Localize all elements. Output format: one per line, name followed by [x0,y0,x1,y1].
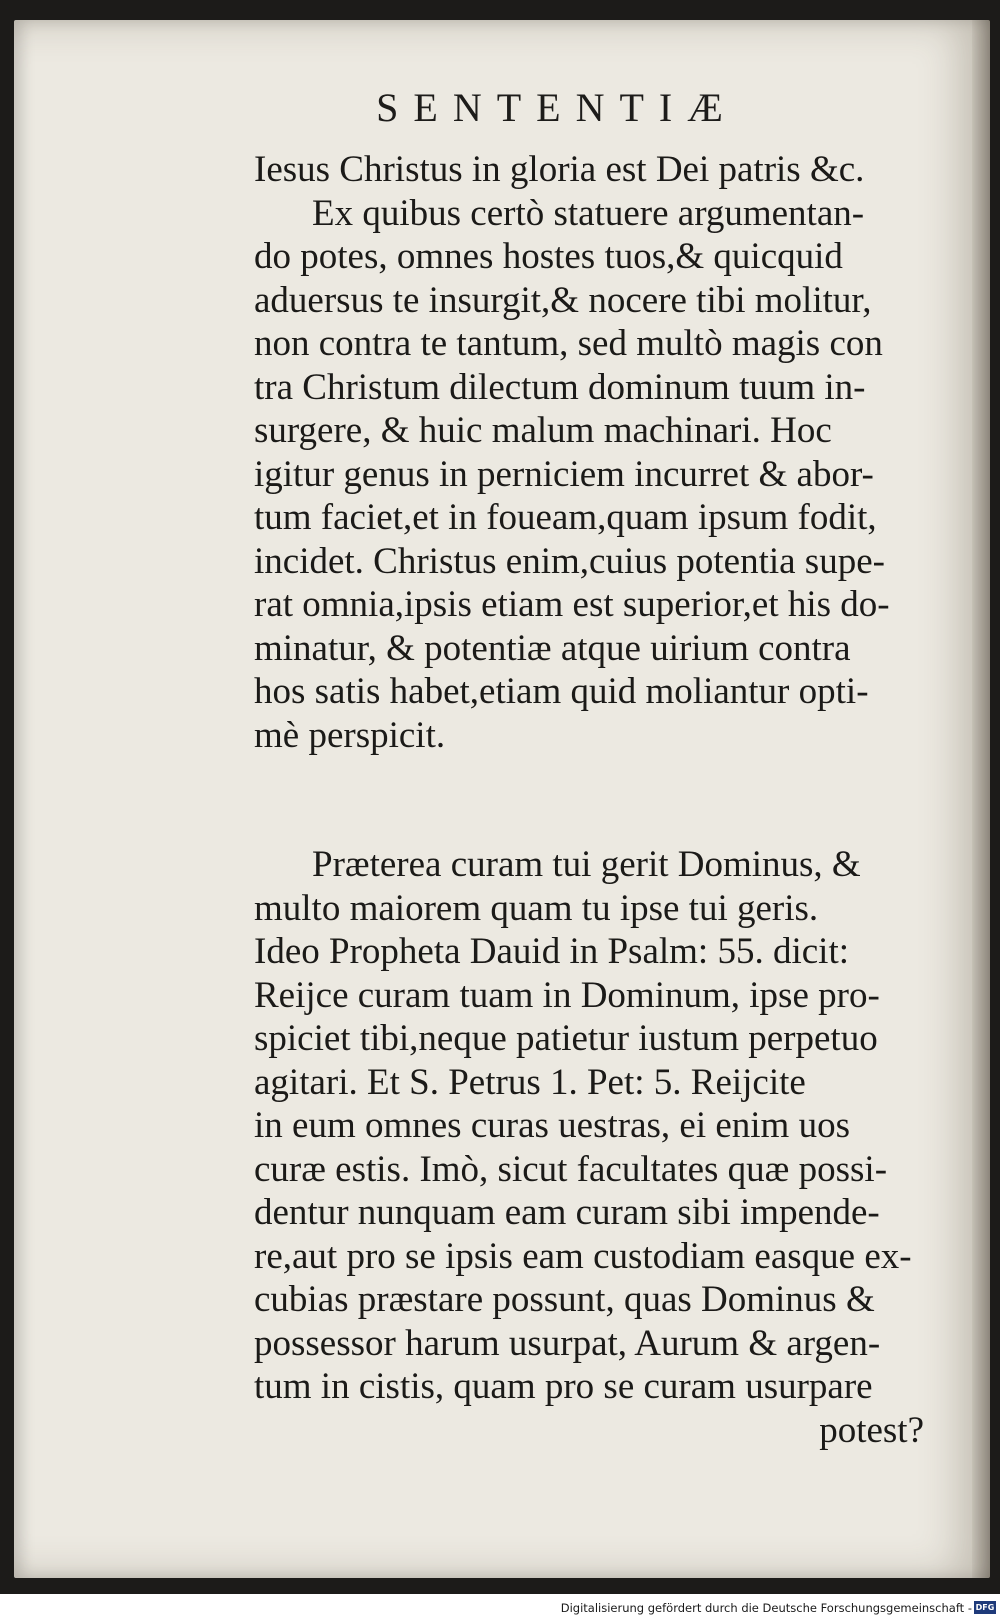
text-line: tra Christum dilectum dominum tuum in- [254,366,866,408]
text-line: mè perspicit. [254,714,446,756]
text-line: dentur nunquam eam curam sibi impende- [254,1192,880,1233]
text-line: hos satis habet,etiam quid moliantur opti- [254,671,869,712]
text-line: do potes, omnes hostes tuos,& quicquid [254,236,843,277]
text-line: Reijce curam tuam in Dominum, ipse pro- [254,974,880,1016]
funding-notice: Digitalisierung gefördert durch die Deutsche Forschungsgemeinschaft - [560,1601,972,1615]
text-line: spiciet tibi,neque patietur iustum perpetuo [254,1018,878,1059]
text-line: cubias præstare possunt, quas Dominus & [254,1279,875,1320]
page-edge-shadow [972,20,990,1578]
text-line: aduersus te insurgit,& nocere tibi molitur, [254,279,872,321]
text-line: tum in cistis, quam pro se curam usurpare [254,1366,873,1407]
running-head: SENTENTIÆ [376,85,738,130]
paragraph-gap [254,757,934,843]
text-line: possessor harum usurpat, Aurum & argen- [254,1322,881,1364]
book-page [14,20,990,1578]
text-line: non contra te tantum, sed multò magis con [254,323,883,364]
catchword: potest? [819,1409,924,1451]
text-line: surgere, & huic malum machinari. Hoc [254,410,832,451]
text-line: rat omnia,ipsis etiam est superior,et his do- [254,584,890,625]
text-block [254,148,934,1452]
text-line: Ex quibus certò statuere argumentan- [312,192,865,234]
footer-bar [0,1594,1000,1620]
text-line: curæ estis. Imò, sicut facultates quæ possi- [254,1148,888,1190]
text-line: Ideo Propheta Dauid in Psalm: 55. dicit: [254,931,849,972]
text-line: re,aut pro se ipsis eam custodiam easque ex- [254,1235,912,1277]
text-line: Iesus Christus in gloria est Dei patris &c. [254,149,865,190]
text-line: incidet. Christus enim,cuius potentia supe- [254,540,885,582]
text-line: in eum omnes curas uestras, ei enim uos [254,1105,850,1146]
text-line: tum faciet,et in foueam,quam ipsum fodit, [254,497,877,538]
text-line: igitur genus in perniciem incurret & abor- [254,453,874,495]
text-line: multo maiorem quam tu ipse tui geris. [254,887,819,929]
dfg-logo: DFG [975,1603,995,1612]
text-line: Præterea curam tui gerit Dominus, & [312,844,861,885]
text-line: minatur, & potentiæ atque uirium contra [254,627,851,669]
text-line: agitari. Et S. Petrus 1. Pet: 5. Reijcite [254,1061,806,1103]
